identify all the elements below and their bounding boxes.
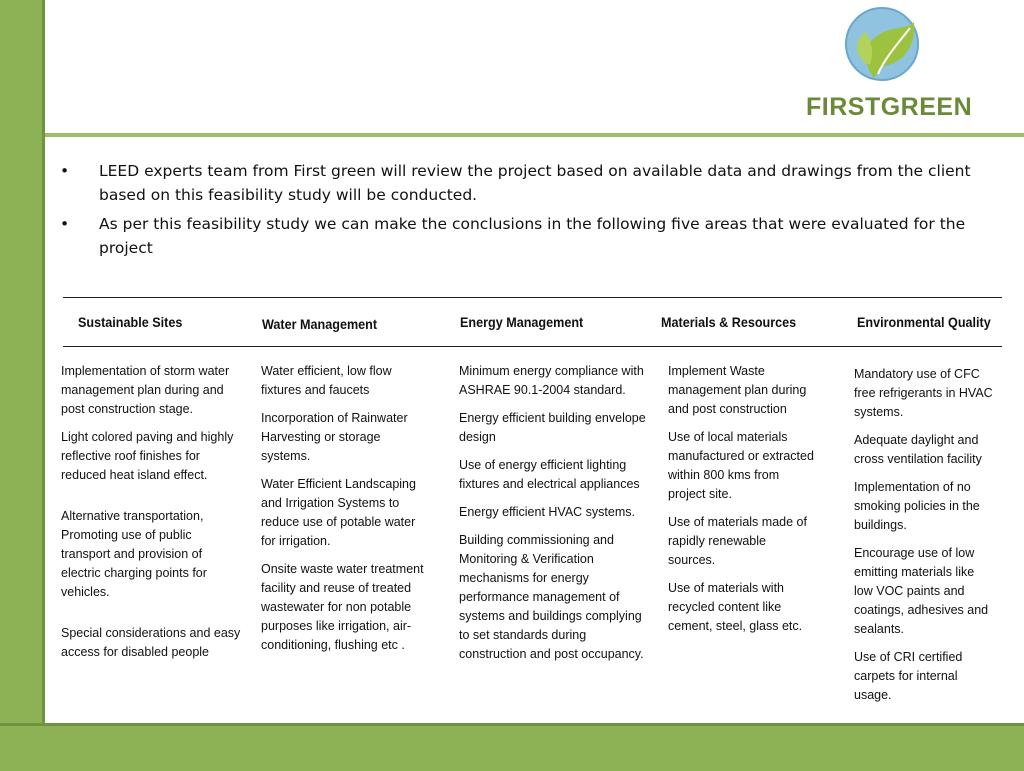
header-environmental-quality: Environmental Quality (857, 314, 991, 330)
list-item: Use of materials made of rapidly renewable sources. (668, 515, 807, 567)
table-header-rule (63, 346, 1002, 347)
list-item: Use of CRI certified carpets for internal usage. (854, 650, 963, 702)
column-environmental-quality (854, 365, 994, 714)
list-item: Use of energy efficient lighting fixtures and electrical appliances (459, 458, 640, 491)
list-item: Implementation of storm water management plan during and post construction stage. (61, 364, 230, 416)
header-energy-management: Energy Management (460, 314, 584, 330)
column-water-management (261, 362, 433, 664)
list-item: Minimum energy compliance with ASHRAE 90.1-2004 standard. (459, 364, 644, 397)
leaf-logo-icon (844, 4, 928, 92)
list-item: Energy efficient building envelope design (459, 411, 646, 444)
list-item: Implement Waste management plan during and post construction (668, 364, 807, 416)
header-materials-resources: Materials & Resources (661, 314, 797, 330)
list-item: Use of materials with recycled content like cement, steel, glass etc. (668, 581, 803, 633)
left-accent-bar (0, 0, 45, 768)
list-item: Alternative transportation, Promoting use of public transport and provision of electric charging points for vehicles. (61, 509, 207, 599)
list-item: Water Efficient Landscaping and Irrigation Systems to reduce use of potable water for irrigation. (261, 477, 416, 548)
header-divider (45, 133, 1024, 137)
list-item: Encourage use of low emitting materials like low VOC paints and coatings, adhesives and sealants. (854, 546, 989, 636)
table-top-rule (63, 297, 1002, 298)
list-item: Adequate daylight and cross ventilation facility (854, 433, 982, 466)
header-sustainable-sites: Sustainable Sites (78, 314, 183, 330)
header-water-management: Water Management (262, 316, 378, 332)
column-sustainable-sites (61, 362, 241, 671)
list-item: Use of local materials manufactured or extracted within 800 kms from project site. (668, 430, 814, 501)
brand-name: FIRSTGREEN (806, 93, 973, 121)
list-item: Special considerations and easy access for disabled people (61, 626, 241, 659)
list-item: Implementation of no smoking policies in the buildings. (854, 480, 980, 532)
column-materials-resources (668, 362, 816, 645)
bullet-item: • LEED experts team from First green will review the project based on available data and drawings from the client based on this feasibility study will be conducted. (60, 159, 980, 207)
intro-bullets (60, 159, 980, 265)
bottom-accent-bar (0, 723, 1024, 771)
list-item: Building commissioning and Monitoring & Verification mechanisms for energy performance management of systems and buildings complying to set standards during construction and post occupancy. (459, 533, 644, 661)
firstgreen-logo (806, 4, 973, 126)
list-item: Onsite waste water treatment facility and reuse of treated wastewater for non potable purposes like irrigation, air-conditioning, flushing etc . (261, 562, 424, 652)
column-energy-management (459, 362, 653, 673)
bullet-item: • As per this feasibility study we can make the conclusions in the following five areas that were evaluated for the project (60, 212, 980, 260)
list-item: Incorporation of Rainwater Harvesting or storage systems. (261, 411, 408, 463)
list-item: Water efficient, low flow fixtures and faucets (261, 364, 392, 397)
list-item: Mandatory use of CFC free refrigerants in HVAC systems. (854, 367, 993, 419)
list-item: Energy efficient HVAC systems. (459, 505, 635, 519)
list-item: Light colored paving and highly reflective roof finishes for reduced heat island effect. (61, 430, 234, 482)
